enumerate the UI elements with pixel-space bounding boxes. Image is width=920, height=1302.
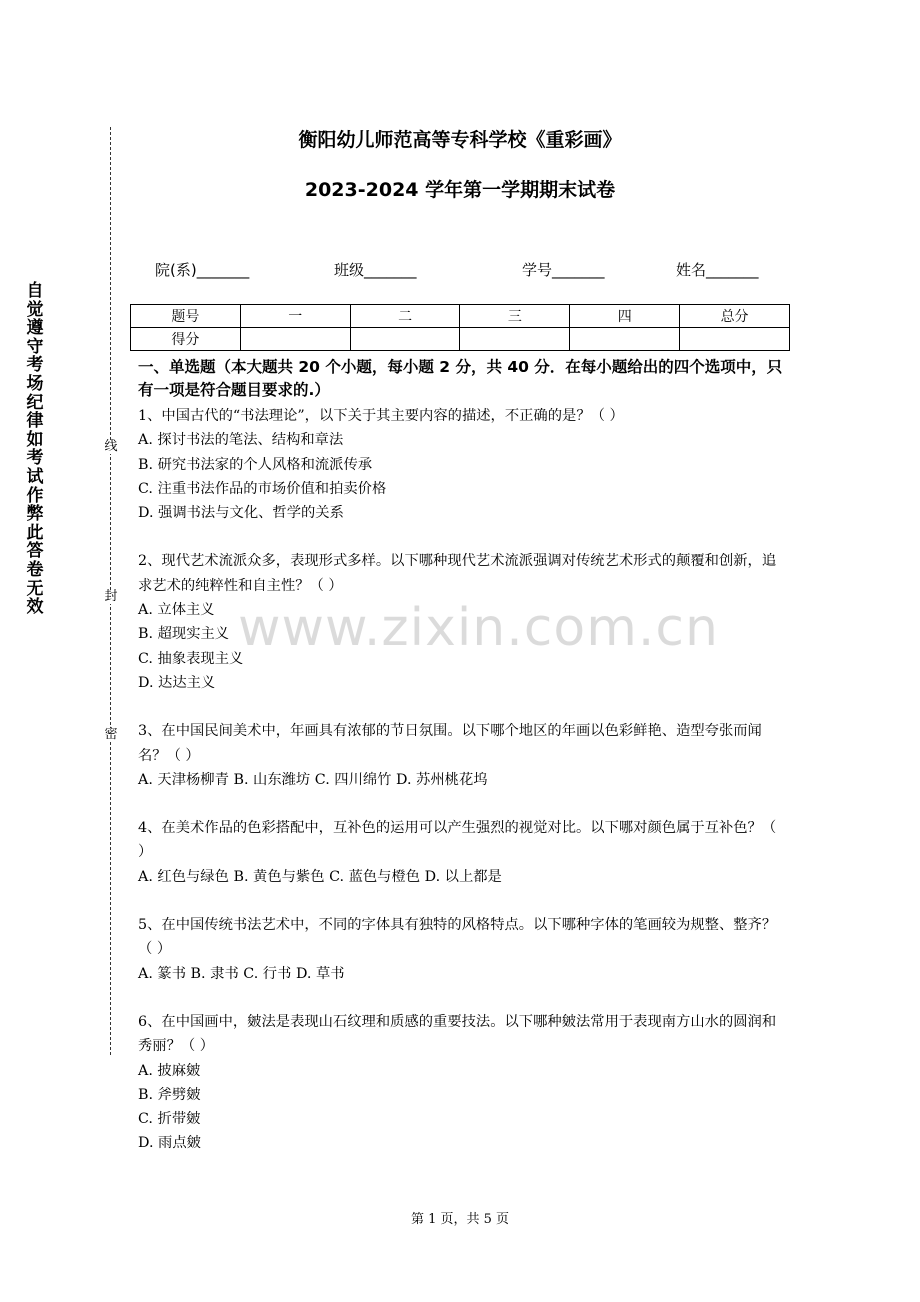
question-options-inline: A. 红色与绿色 B. 黄色与紫色 C. 蓝色与橙色 D. 以上都是	[138, 868, 502, 885]
score-cell[interactable]	[570, 328, 680, 351]
question-option: D. 雨点皴	[138, 1135, 201, 1152]
question-option: C. 抽象表现主义	[138, 650, 244, 667]
question-stem: 2、现代艺术流派众多，表现形式多样。以下哪种现代艺术流派强调对传统艺术形式的颠覆和创新，追求艺术的纯粹性和自主性？（ ）	[138, 553, 777, 594]
field-department: 院(系)_______	[155, 261, 250, 279]
seal-word-seal: 封	[104, 589, 118, 604]
score-header-cell: 三	[460, 305, 570, 328]
question-stem: 6、在中国画中，皴法是表现山石纹理和质感的重要技法。以下哪种皴法常用于表现南方山水的圆润和秀丽？（ ）	[138, 1013, 777, 1055]
question-option: D. 达达主义	[138, 674, 216, 691]
field-class: 班级_______	[334, 261, 417, 279]
question-option: B. 研究书法家的个人风格和流派传承	[138, 456, 373, 473]
question-option: B. 超现实主义	[138, 626, 230, 643]
score-row-label: 得分	[131, 328, 241, 351]
page-footer: 第 1 页，共 5 页	[410, 1212, 510, 1227]
score-table	[130, 304, 790, 351]
question-1	[138, 404, 786, 525]
score-header-cell: 二	[350, 305, 460, 328]
question-3	[138, 719, 786, 792]
site-watermark: www.zixin.com.cn	[238, 598, 719, 658]
question-options-inline: A. 天津杨柳青 B. 山东潍坊 C. 四川绵竹 D. 苏州桃花坞	[138, 771, 488, 788]
question-option: C. 折带皴	[138, 1111, 201, 1128]
question-option: A. 立体主义	[138, 602, 215, 619]
score-table-score-row	[131, 328, 790, 351]
score-header-cell: 题号	[131, 305, 241, 328]
score-header-cell: 一	[240, 305, 350, 328]
field-student-id: 学号_______	[522, 261, 605, 279]
score-cell[interactable]	[240, 328, 350, 351]
question-stem: 1、中国古代的“书法理论”，以下关于其主要内容的描述，不正确的是？（ ）	[138, 408, 624, 424]
question-stem: 3、在中国民间美术中，年画具有浓郁的节日氛围。以下哪个地区的年画以色彩鲜艳、造型夸张而闻名？（ ）	[138, 723, 762, 764]
exam-content	[138, 356, 786, 1180]
question-stem: 5、在中国传统书法艺术中，不同的字体具有独特的风格特点。以下哪种字体的笔画较为规整、整齐？（ ）	[138, 917, 777, 958]
score-cell[interactable]	[350, 328, 460, 351]
question-5	[138, 913, 786, 986]
question-option: D. 强调书法与文化、哲学的关系	[138, 505, 344, 522]
score-header-cell: 总分	[680, 305, 790, 328]
question-6	[138, 1010, 786, 1156]
section-heading: 一、单选题（本大题共 20 个小题，每小题 2 分，共 40 分．在每小题给出的四个选项中，只有一项是符合题目要求的.）	[138, 358, 783, 399]
score-cell[interactable]	[460, 328, 570, 351]
score-cell[interactable]	[680, 328, 790, 351]
question-option: A. 探讨书法的笔法、结构和章法	[138, 432, 344, 449]
seal-word-line: 线	[104, 439, 118, 454]
field-name: 姓名_______	[676, 261, 759, 279]
score-table-header-row	[131, 305, 790, 328]
question-stem: 4、在美术作品的色彩搭配中，互补色的运用可以产生强烈的视觉对比。以下哪对颜色属于互补色？（ ）	[138, 820, 777, 861]
question-options-inline: A. 篆书 B. 隶书 C. 行书 D. 草书	[138, 965, 345, 982]
exam-discipline-note: 自觉遵守考场纪律如考试作弊此答卷无效	[26, 281, 44, 618]
question-option: A. 披麻皴	[138, 1062, 201, 1079]
question-4	[138, 816, 786, 889]
score-header-cell: 四	[570, 305, 680, 328]
exam-title: 衡阳幼儿师范高等专科学校《重彩画》	[298, 129, 622, 151]
question-option: B. 斧劈皴	[138, 1086, 201, 1103]
exam-subtitle: 2023-2024 学年第一学期期末试卷	[304, 179, 616, 201]
question-option: C. 注重书法作品的市场价值和拍卖价格	[138, 480, 387, 497]
seal-word-secret: 密	[104, 727, 118, 742]
